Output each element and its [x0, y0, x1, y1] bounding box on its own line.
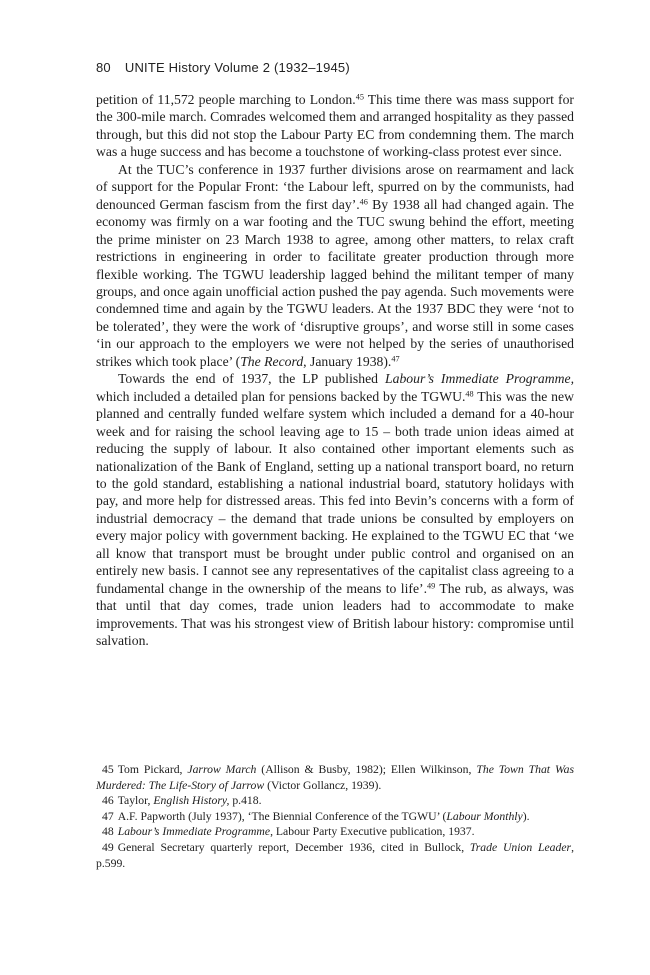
footnote-italic: Jarrow March: [187, 763, 257, 776]
footnote-ref-47[interactable]: 47: [391, 354, 400, 364]
paragraph-3: [96, 370, 574, 649]
footnote-text: , Labour Party Executive publication, 1937.: [270, 825, 475, 839]
paragraph-text: which included a detailed plan for pensions backed by the TGWU.: [96, 388, 466, 404]
footnote-ref-46[interactable]: 46: [359, 197, 368, 207]
page-number: 80: [96, 60, 111, 75]
footnote-text: (Victor Gollancz, 1939).: [264, 778, 382, 792]
paragraph-text: This was the new planned and centrally funded welfare system which included a demand for a 40-hour week and for raising the school leaving age to 15 – both trade union ideas aimed at reducing the supply of labour. It also contained other important elements such as nationalization of the Bank of England, setting up a national transport board, no return to the gold standard, establishing a national industrial board, statutory holidays with pay, and more help for distressed areas. This fed into Bevin’s concerns with a form of industrial democracy – the demand that trade unions be consulted by employers on every major policy with government backing. He explained to the TGWU EC that ‘we all know that transport must be brought under public control and organised on an entirely new basis. I cannot see any representatives of the capitalist class agreeing to a fundamental change in the ownership of the means to life’.: [96, 388, 574, 596]
paragraph-text: , January 1938).: [303, 353, 392, 369]
footnote-text: Tom Pickard,: [117, 763, 188, 776]
body-text: [96, 91, 574, 650]
footnote-48: [96, 824, 574, 840]
running-header: [96, 60, 350, 75]
paragraph-text: petition of 11,572 people marching to London.: [96, 92, 356, 107]
footnote-text: p.418.: [229, 794, 262, 808]
footnote-ref-49[interactable]: 49: [427, 581, 436, 591]
footnote-number: 45: [102, 763, 114, 776]
paragraph-text: By 1938 all had changed again. The economy was firmly on a war footing and the TUC swung behind the effort, meeting the prime minister on 23 March 1938 to agree, among other matters, to relax craft restrictions in engineering in order to facilitate greater production through more flexible working. The TGWU leadership lagged behind the militant temper of many groups, and once again unofficial action pushed the pay agenda. Such movements were condemned time and again by the TGWU leaders. At the 1937 BDC they were ‘not to be tolerated’, they were the work of ‘disruptive groups’, and worse still in some cases ‘in our approach to the employers we were not helped by the series of unauthorised strikes which took place’ (: [96, 196, 574, 369]
paragraph-text: This time there was mass support for the 300-mile march. Comrades welcomed them and arranged hospitality as they passed through, but this did not stop the Labour Party EC from condemning them. The march was a huge success and has become a touchstone of working-class protest ever since.: [96, 92, 574, 160]
footnote-italic: The Town That Was Murdered: The Life-Story of Jarrow: [96, 763, 575, 792]
footnote-text: , p.599.: [96, 840, 575, 870]
paragraph-1: [96, 91, 574, 161]
footnote-number: 46: [102, 794, 114, 808]
footnote-text: (Allison & Busby, 1982); Ellen Wilkinson,: [256, 763, 477, 776]
footnote-46: [96, 793, 574, 809]
footnotes: [96, 762, 574, 871]
footnote-italic: Labour Monthly: [446, 809, 523, 823]
footnote-number: 47: [102, 809, 114, 823]
paragraph-text: Towards the end of 1937, the LP published: [118, 371, 385, 387]
footnote-45: [96, 762, 574, 793]
footnote-ref-45[interactable]: 45: [355, 92, 364, 102]
footnote-49: [96, 840, 574, 871]
footnote-text: ).: [522, 809, 530, 823]
footnote-text: A.F. Papworth (July 1937), ‘The Biennial Conference of the TGWU’ (: [117, 809, 447, 823]
footnote-ref-48[interactable]: 48: [465, 389, 474, 399]
footnote-number: 49: [102, 840, 114, 854]
footnote-number: 48: [102, 825, 114, 839]
italic-title: Labour’s Immediate Programme,: [384, 371, 574, 387]
paragraph-2: [96, 161, 574, 370]
footnote-italic: English History,: [153, 794, 230, 808]
footnote-italic: Labour’s Immediate Programme: [117, 825, 271, 839]
footnote-47: [96, 809, 574, 825]
paragraph-text: The rub, as always, was that until that day comes, trade union leaders had to accommodate to make improvements. That was his strongest view of British labour history: compromise until salvation.: [96, 580, 574, 649]
running-title: UNITE History Volume 2 (1932–1945): [124, 60, 350, 75]
paragraph-text: At the TUC’s conference in 1937 further divisions arose on rearmament and lack of support for the Popular Front: ‘the Labour left, spurred on by the communists, had denounced German fascism from the first day’.: [96, 161, 574, 212]
footnote-italic: Trade Union Leader: [469, 840, 572, 854]
italic-title: The Record: [240, 353, 304, 369]
footnote-text: General Secretary quarterly report, December 1936, cited in Bullock,: [117, 840, 470, 854]
footnote-text: Taylor,: [117, 794, 154, 808]
